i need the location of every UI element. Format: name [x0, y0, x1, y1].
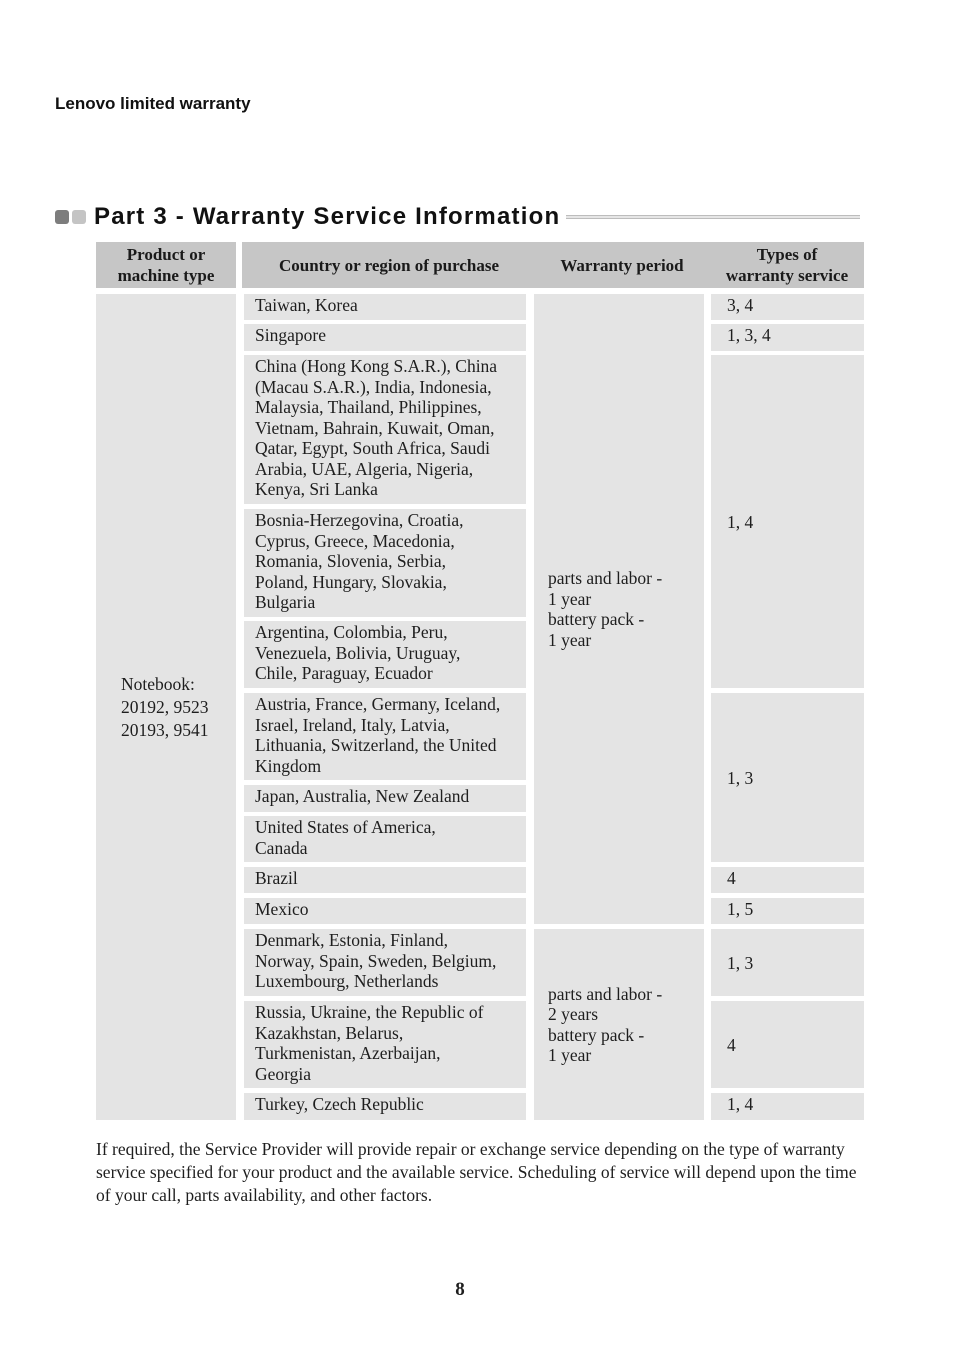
header-period: Warranty period: [534, 242, 710, 288]
country-cell: Russia, Ukraine, the Republic of Kazakhstan, Belarus, Turkmenistan, Azerbaijan, Georgia: [244, 1001, 526, 1088]
service-type-cell: 1, 3, 4: [711, 324, 864, 351]
warranty-period-cell: parts and labor - 2 years battery pack - 1 year: [534, 929, 704, 1120]
warranty-period-cell: parts and labor - 1 year battery pack - 1 year: [534, 294, 704, 924]
heading-rule: [566, 215, 860, 219]
heading-bullets-icon: [55, 210, 86, 224]
service-type-cell: 1, 4: [711, 1093, 864, 1120]
service-type-cell: 4: [711, 1001, 864, 1088]
product-cell: Notebook: 20192, 9523 20193, 9541: [96, 294, 236, 1120]
header-types: Types of warranty service: [710, 242, 864, 288]
page-number: 8: [455, 1279, 465, 1300]
country-cell: Singapore: [244, 324, 526, 351]
country-cell: Argentina, Colombia, Peru, Venezuela, Bolivia, Uruguay, Chile, Paraguay, Ecuador: [244, 621, 526, 688]
service-type-cell: 1, 4: [711, 355, 864, 688]
country-cell: Turkey, Czech Republic: [244, 1093, 526, 1120]
footnote-paragraph: If required, the Service Provider will provide repair or exchange service depending on the type of warranty service specified for your product and the available service. Scheduling of service will depend upon the time of your call, parts availability, and other factors.: [96, 1139, 857, 1205]
header-country: Country or region of purchase: [242, 242, 536, 288]
service-type-cell: 4: [711, 867, 864, 893]
country-cell: Bosnia-Herzegovina, Croatia, Cyprus, Greece, Macedonia, Romania, Slovenia, Serbia, Poland, Hungary, Slovakia, Bulgaria: [244, 509, 526, 617]
service-type-cell: 1, 3: [711, 929, 864, 996]
service-type-cell: 3, 4: [711, 294, 864, 320]
section-title: Part 3 - Warranty Service Information: [94, 203, 561, 230]
country-cell: Denmark, Estonia, Finland, Norway, Spain, Sweden, Belgium, Luxembourg, Netherlands: [244, 929, 526, 996]
country-cell: Mexico: [244, 898, 526, 924]
country-cell: Taiwan, Korea: [244, 294, 526, 320]
country-cell: Austria, France, Germany, Iceland, Israel, Ireland, Italy, Latvia, Lithuania, Switzerland, the United Kingdom: [244, 693, 526, 780]
service-type-cell: 1, 5: [711, 898, 864, 924]
header-product: Product or machine type: [96, 242, 236, 288]
service-type-cell: 1, 3: [711, 693, 864, 862]
country-cell: Japan, Australia, New Zealand: [244, 785, 526, 812]
running-header: Lenovo limited warranty: [55, 94, 251, 113]
section-heading: [55, 200, 860, 234]
country-cell: Brazil: [244, 867, 526, 893]
country-cell: China (Hong Kong S.A.R.), China (Macau S.A.R.), India, Indonesia, Malaysia, Thailand, Philippines, Vietnam, Bahrain, Kuwait, Oman, Qatar, Egypt, South Africa, Saudi Arabia, UAE, Algeria, Nigeria, Kenya, Sri Lanka: [244, 355, 526, 504]
country-cell: United States of America, Canada: [244, 816, 526, 862]
